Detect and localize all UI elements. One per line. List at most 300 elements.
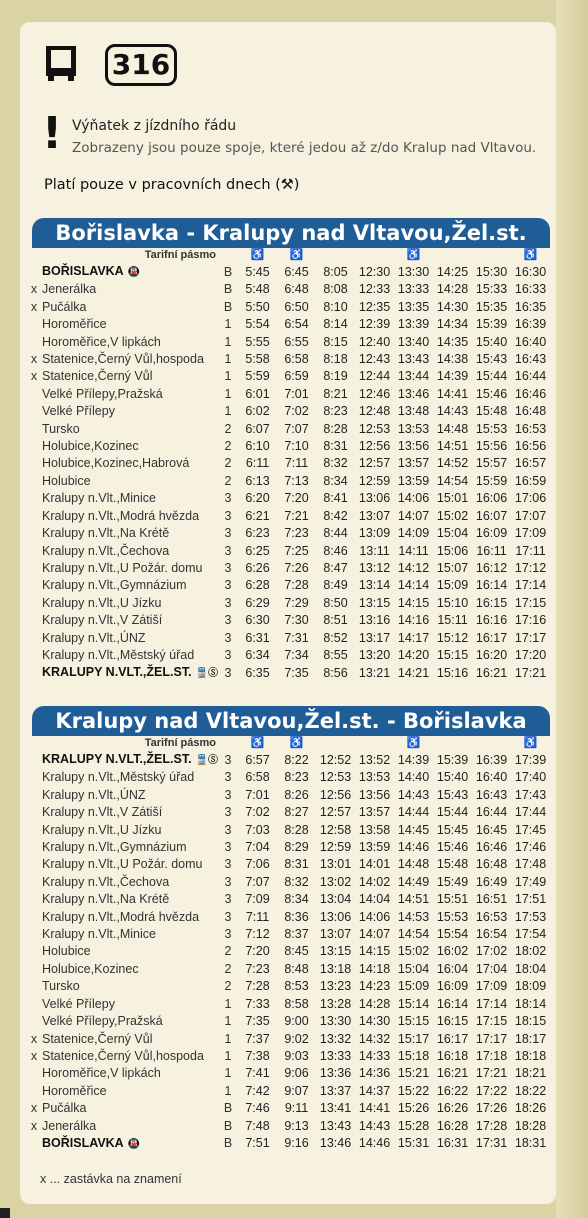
header-spacer [433,248,472,263]
departure-time: 15:15 [436,647,469,662]
stop-name [42,839,218,856]
request-stop-mark [26,978,42,995]
departure-time: 9:07 [284,1083,309,1098]
departure-time: 12:46 [358,386,391,401]
departure-time: 14:39 [397,752,430,767]
stop-name-text: Jenerálka [42,282,97,297]
departure-time: 17:02 [475,944,508,959]
departure-time: 16:43 [475,787,508,802]
departure-time: 13:06 [358,491,391,506]
departure-time: 14:01 [358,857,391,872]
table-row [26,1100,550,1117]
stop-name [42,630,218,647]
stop-name [42,1065,218,1082]
departure-time: 16:35 [514,299,547,314]
departure-time: 16:14 [475,578,508,593]
stop-name-text: Statenice,Černý Vůl [42,1031,153,1046]
departure-time: 7:02 [245,805,270,820]
stop-name [42,525,218,542]
departure-time: 8:22 [284,752,309,767]
zone-cell: 3 [224,892,232,907]
departure-time: 5:54 [245,317,270,332]
request-stop-mark: x [30,1031,38,1046]
departure-time: 7:11 [245,909,270,924]
departure-time: 15:33 [475,282,508,297]
departure-time: 6:20 [245,491,270,506]
stop-name [42,874,218,891]
departure-time: 17:07 [514,508,547,523]
zone-cell: 1 [224,369,232,384]
departure-time: 8:42 [323,508,348,523]
departure-time: 7:48 [245,1118,270,1133]
departure-time: 6:28 [245,578,270,593]
departure-time: 16:18 [436,1048,469,1063]
departure-time: 13:15 [358,595,391,610]
departure-time: 13:53 [358,770,391,785]
departure-time: 18:02 [514,944,547,959]
departure-time: 15:28 [397,1118,430,1133]
zone-cell: 3 [224,578,232,593]
table-row [26,664,550,682]
notice-text: Zobrazeny jsou pouze spoje, které jedou až z/do Kralup nad Vltavou. [72,140,537,156]
table-row [26,508,550,525]
zone-cell: 2 [224,961,232,976]
departure-time: 6:29 [245,595,270,610]
stop-name [42,490,218,507]
zone-cell: 3 [224,630,232,645]
departure-time: 7:34 [284,647,309,662]
departure-time: 7:01 [245,787,270,802]
departure-time: 14:41 [436,386,469,401]
departure-time: 14:16 [397,613,430,628]
zone-cell: 3 [224,613,232,628]
stop-name-text: Kralupy n.Vlt.,Na Krétě [42,526,170,541]
departure-time: 6:21 [245,508,270,523]
departure-time: 16:11 [476,543,507,558]
request-stop-mark [26,1135,42,1153]
stop-name-text: KRALUPY N.VLT.,ŽEL.ST. [42,752,192,766]
departure-time: 14:51 [397,892,430,907]
departure-time: 14:40 [397,770,430,785]
departure-time: 9:13 [284,1118,309,1133]
departure-time: 13:33 [397,282,430,297]
request-stop-mark [26,473,42,490]
departure-time: 15:43 [475,352,508,367]
stop-name-text: Tursko [42,979,80,994]
zone-cell: 3 [224,927,232,942]
departure-time: 17:18 [475,1048,508,1063]
departure-time: 16:22 [436,1083,469,1098]
departure-time: 14:54 [436,473,469,488]
stop-name-text: Jenerálka [42,1118,97,1133]
departure-time: 15:57 [475,456,508,471]
request-stop-mark [26,891,42,908]
departure-time: 14:06 [358,909,391,924]
departure-time: 7:02 [284,404,309,419]
request-stop-mark [26,1013,42,1030]
departure-time: 8:49 [323,578,348,593]
departure-time: 16:17 [475,630,508,645]
stop-name [42,926,218,943]
departure-time: 16:15 [475,595,508,610]
request-stop-mark: x [30,369,38,384]
request-stop-mark [26,595,42,612]
request-stop-mark [26,822,42,839]
departure-time: 12:53 [358,421,391,436]
stop-name-text: Holubice,Kozinec [42,961,139,976]
departure-time: 6:26 [245,560,270,575]
request-stop-mark [26,577,42,594]
request-stop-mark [26,386,42,403]
departure-time: 15:30 [475,264,508,279]
zone-cell: 1 [224,352,232,367]
departure-time: 8:23 [284,770,309,785]
departure-time: 14:12 [397,560,430,575]
departure-time: 14:35 [436,334,469,349]
departure-time: 16:33 [514,282,547,297]
zone-cell: B [223,299,233,314]
departure-time: 8:19 [323,369,348,384]
departure-time: 7:35 [245,1014,270,1029]
departure-time: 13:12 [358,560,391,575]
table-row [26,351,550,368]
table-row [26,490,550,507]
departure-time: 6:01 [245,386,270,401]
departure-time: 15:16 [436,665,469,680]
departure-time: 8:52 [323,630,348,645]
departure-time: 15:48 [475,404,508,419]
request-stop-mark: x [30,1118,38,1133]
departure-time: 13:59 [358,840,391,855]
departure-time: 13:57 [358,805,391,820]
departure-time: 6:45 [284,264,309,279]
wheelchair-icon: ♿ [406,737,421,749]
request-stop-mark [26,839,42,856]
departure-time: 15:39 [475,317,508,332]
departure-time: 13:32 [319,1031,352,1046]
warning-icon: ! [42,108,63,159]
departure-time: 14:52 [436,456,469,471]
departure-time: 15:07 [436,560,469,575]
table-row [26,386,550,403]
stop-name [42,1031,218,1048]
departure-time: 15:46 [436,840,469,855]
stop-name [42,647,218,664]
zone-cell: 1 [224,1048,232,1063]
departure-time: 8:37 [284,927,309,942]
departure-time: 17:46 [514,840,547,855]
departure-time: 16:30 [514,264,547,279]
stop-name [42,856,218,873]
table-row [26,751,550,769]
stop-name [42,769,218,786]
stop-name [42,822,218,839]
departure-time: 13:16 [358,613,391,628]
header-spacer [355,248,394,263]
departure-time: 15:59 [475,473,508,488]
departure-time: 18:15 [514,1014,547,1029]
departure-time: 13:20 [358,647,391,662]
departure-time: 7:10 [284,439,309,454]
zone-cell: 3 [224,491,232,506]
departure-time: 7:11 [284,456,309,471]
stop-name [42,961,218,978]
table-row [26,281,550,298]
departure-time: 17:17 [514,630,547,645]
departure-time: 8:31 [323,439,348,454]
departure-time: 16:48 [475,857,508,872]
departure-time: 8:10 [323,299,348,314]
request-stop-mark [26,455,42,472]
stop-name [42,438,218,455]
departure-time: 8:55 [323,647,348,662]
stop-name-text: Kralupy n.Vlt.,U Požár. domu [42,857,203,872]
request-stop-mark [26,263,42,281]
departure-time: 14:04 [358,892,391,907]
departure-time: 13:46 [397,386,430,401]
departure-time: 14:54 [397,927,430,942]
departure-time: 13:09 [358,526,391,541]
departure-time: 13:43 [319,1118,352,1133]
zone-cell: B [223,264,233,279]
request-stop-mark [26,316,42,333]
departure-time: 13:56 [397,439,430,454]
stop-name [42,508,218,525]
request-stop-mark [26,943,42,960]
stop-name-text: Tursko [42,421,80,436]
departure-time: 13:01 [319,857,352,872]
departure-time: 14:28 [436,282,469,297]
stop-name-text: Holubice [42,473,91,488]
departure-time: 7:07 [284,421,309,436]
zone-cell: 1 [224,404,232,419]
stop-name [42,281,218,298]
departure-time: 15:35 [475,299,508,314]
departure-time: 14:28 [358,996,391,1011]
stop-name-text: Holubice,Kozinec [42,439,139,454]
departure-time: 8:21 [323,386,348,401]
departure-time: 8:15 [323,334,348,349]
departure-time: 18:22 [514,1083,547,1098]
zone-cell: 1 [224,1083,232,1098]
table-row [26,560,550,577]
departure-time: 6:25 [245,543,270,558]
request-stop-mark [26,421,42,438]
stop-name [42,334,218,351]
departure-time: 7:28 [284,578,309,593]
request-stop-mark [26,508,42,525]
stop-name [42,455,218,472]
departure-time: 17:45 [514,822,547,837]
departure-time: 15:56 [475,439,508,454]
departure-time: 15:46 [475,386,508,401]
departure-time: 7:37 [245,1031,270,1046]
departure-time: 7:07 [245,874,270,889]
stop-name-text: Holubice,Kozinec,Habrová [42,456,190,471]
departure-time: 16:06 [475,491,508,506]
zone-cell: 2 [224,979,232,994]
zone-cell: 3 [224,805,232,820]
departure-time: 14:02 [358,874,391,889]
zone-cell: 2 [224,944,232,959]
departure-time: 8:27 [284,805,309,820]
departure-time: 15:31 [397,1136,430,1151]
stop-name [42,787,218,804]
zone-cell: 3 [224,665,232,680]
departure-time: 17:53 [514,909,547,924]
departure-time: 14:53 [397,909,430,924]
transfer-icon: 🚆Ⓢ [195,668,219,680]
departure-time: 13:59 [397,473,430,488]
departure-time: 14:20 [397,647,430,662]
table-row [26,1048,550,1065]
departure-time: 14:33 [358,1048,391,1063]
departure-time: 13:56 [358,787,391,802]
stop-name [42,543,218,560]
stop-name [42,891,218,908]
departure-time: 17:44 [514,805,547,820]
table-row [26,926,550,943]
departure-time: 8:48 [284,961,309,976]
departure-time: 15:02 [397,944,430,959]
departure-time: 8:26 [284,787,309,802]
departure-time: 7:29 [284,595,309,610]
departure-time: 14:51 [436,439,469,454]
departure-time: 7:20 [245,944,270,959]
table-row [26,630,550,647]
stop-name [42,664,218,682]
departure-time: 15:11 [437,613,468,628]
departure-time: 6:35 [245,665,270,680]
departure-time: 6:58 [245,770,270,785]
stop-name-text: Kralupy n.Vlt.,Minice [42,927,156,942]
departure-time: 8:05 [323,264,348,279]
departure-time: 17:28 [475,1118,508,1133]
departure-time: 16:21 [475,665,508,680]
table-row [26,438,550,455]
wheelchair-icon: ♿ [289,249,304,261]
stop-name [42,299,218,316]
departure-time: 6:59 [284,369,309,384]
departure-time: 17:12 [514,560,547,575]
request-stop-mark: x [30,282,38,297]
departure-time: 13:37 [319,1083,352,1098]
request-stop-mark [26,525,42,542]
departure-time: 14:07 [358,927,391,942]
departure-time: 16:31 [436,1136,469,1151]
departure-time: 12:59 [319,840,352,855]
departure-time: 12:40 [358,334,391,349]
departure-time: 17:17 [475,1031,508,1046]
departure-time: 6:13 [245,473,270,488]
departure-time: 17:39 [514,752,547,767]
departure-time: 18:31 [514,1136,547,1151]
stop-name-text: Kralupy n.Vlt.,Minice [42,491,156,506]
section1-title: Bořislavka - Kralupy nad Vltavou,Žel.st. [32,218,550,248]
departure-time: 15:10 [436,595,469,610]
stop-name [42,978,218,995]
departure-time: 18:21 [514,1066,547,1081]
stop-name-text: Kralupy n.Vlt.,U Požár. domu [42,560,203,575]
departure-time: 16:12 [475,560,508,575]
stop-name-text: Kralupy n.Vlt.,ÚNZ [42,630,146,645]
stop-name-text: Horoměřice,V lipkách [42,334,161,349]
departure-time: 14:46 [397,840,430,855]
departure-time: 8:46 [323,543,348,558]
zone-cell: 3 [224,560,232,575]
zone-cell: 2 [224,421,232,436]
table-row [26,1135,550,1153]
departure-time: 13:23 [319,979,352,994]
departure-time: 15:09 [436,578,469,593]
timetable-section2 [26,736,550,1153]
departure-time: 16:57 [514,456,547,471]
departure-time: 13:46 [319,1136,352,1151]
zone-cell: 1 [224,386,232,401]
departure-time: 16:39 [514,317,547,332]
departure-time: 7:03 [245,822,270,837]
zone-cell: 1 [224,1014,232,1029]
departure-time: 13:07 [319,927,352,942]
departure-time: 13:02 [319,874,352,889]
table-row [26,996,550,1013]
departure-time: 6:55 [284,334,309,349]
departure-time: 16:53 [475,909,508,924]
stop-name [42,421,218,438]
departure-time: 12:39 [358,317,391,332]
header-spacer [316,736,355,751]
zone-cell: 3 [224,857,232,872]
stop-name-text: Statenice,Černý Vůl,hospoda [42,352,204,367]
departure-time: 13:57 [397,456,430,471]
table-row [26,874,550,891]
request-stop-mark: x [30,352,38,367]
header-row [26,248,550,263]
zone-cell: 1 [224,1031,232,1046]
zone-cell: 3 [224,770,232,785]
departure-time: 14:30 [358,1014,391,1029]
request-stop-mark [26,961,42,978]
departure-time: 15:09 [397,979,430,994]
zone-header: Tarifní pásmo [144,737,217,749]
zone-cell: 2 [224,439,232,454]
departure-time: 13:21 [358,665,391,680]
table-row [26,1013,550,1030]
stop-name-text: Kralupy n.Vlt.,Modrá hvězda [42,508,200,523]
departure-time: 12:35 [358,299,391,314]
departure-time: 14:44 [397,805,430,820]
request-stop-mark [26,909,42,926]
request-stop-mark [26,926,42,943]
stop-name [42,577,218,594]
departure-time: 7:09 [245,892,270,907]
table-row [26,1083,550,1100]
departure-time: 12:44 [358,369,391,384]
departure-time: 12:33 [358,282,391,297]
request-stop-mark: x [30,1048,38,1063]
departure-time: 15:54 [436,927,469,942]
departure-time: 8:41 [323,491,348,506]
stop-name-text: Kralupy n.Vlt.,Čechova [42,874,170,889]
departure-time: 15:45 [436,822,469,837]
departure-time: 8:23 [323,404,348,419]
stop-name-text: Velké Přílepy,Pražská [42,386,163,401]
departure-time: 16:48 [514,404,547,419]
departure-time: 16:07 [475,508,508,523]
departure-time: 8:32 [284,874,309,889]
departure-time: 7:38 [245,1048,270,1063]
request-stop-mark [26,1083,42,1100]
